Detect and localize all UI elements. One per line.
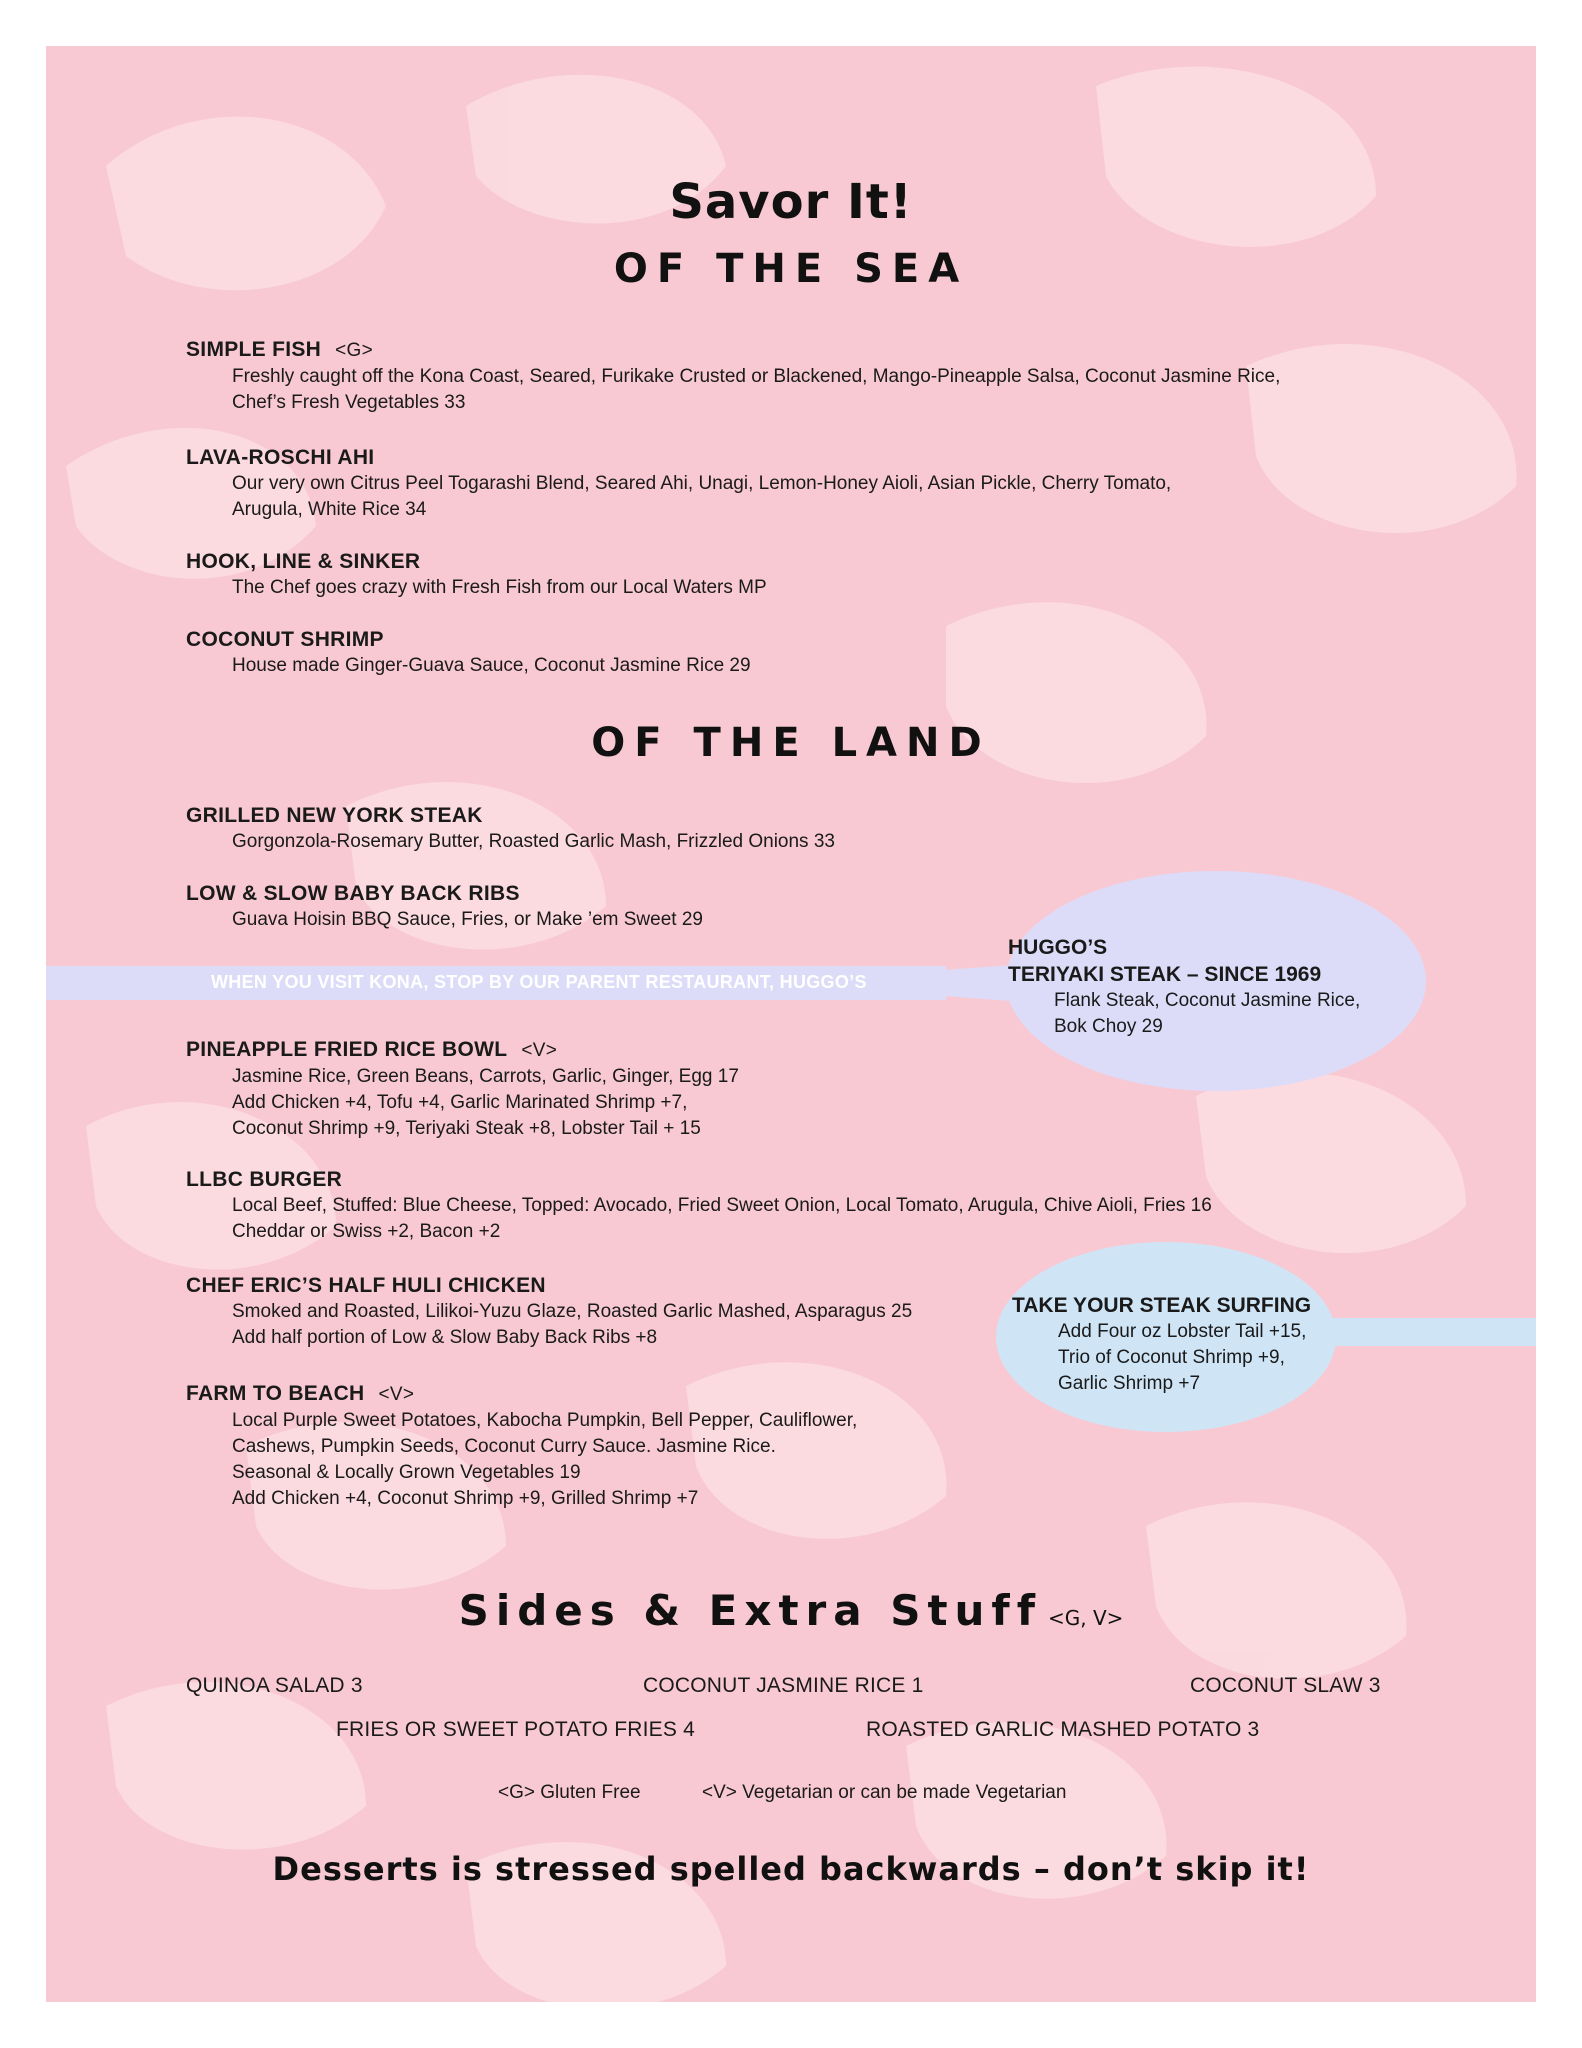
menu-item: [186, 336, 1346, 416]
promo-banner-text: WHEN YOU VISIT KONA, STOP BY OUR PARENT RESTAURANT, HUGGO’S: [211, 972, 867, 992]
item-description: Trio of Coconut Shrimp +9,: [1058, 1347, 1285, 1368]
section-heading-sea: OF THE SEA: [613, 246, 969, 292]
item-description: Flank Steak, Coconut Jasmine Rice,: [1054, 990, 1361, 1011]
item-description: Our very own Citrus Peel Togarashi Blend, Seared Ahi, Unagi, Lemon-Honey Aioli, Asian Pickle, Cherry Tomato,: [232, 473, 1172, 494]
side-item: QUINOA SALAD 3: [186, 1674, 363, 1697]
item-description: Guava Hoisin BBQ Sauce, Fries, or Make ’em Sweet 29: [232, 909, 703, 930]
diet-tag: <G>: [335, 340, 374, 361]
huggos-item: [1008, 934, 1360, 1040]
section-heading-sides: [46, 1586, 1536, 1635]
item-description: Local Purple Sweet Potatoes, Kabocha Pumpkin, Bell Pepper, Cauliflower,: [232, 1410, 858, 1431]
menu-item: [186, 548, 1346, 601]
menu-item: [186, 1380, 966, 1512]
sides-heading-text: Sides & Extra Stuff: [458, 1586, 1042, 1635]
closing-tagline: Desserts is stressed spelled backwards – don’t skip it!: [272, 1850, 1310, 1888]
item-description: Cashews, Pumpkin Seeds, Coconut Curry Sauce. Jasmine Rice.: [232, 1436, 776, 1457]
diet-tag: <G, V>: [1047, 1606, 1124, 1630]
menu-item: [186, 1036, 1346, 1142]
side-item: FRIES OR SWEET POTATO FRIES 4: [336, 1718, 695, 1741]
item-description: Freshly caught off the Kona Coast, Seared, Furikake Crusted or Blackened, Mango-Pineapple Salsa, Coconut Jasmine Rice,: [232, 366, 1281, 387]
legend-gluten-free: <G> Gluten Free: [498, 1782, 641, 1803]
item-name: GRILLED NEW YORK STEAK: [186, 804, 483, 827]
item-description: Seasonal & Locally Grown Vegetables 19: [232, 1462, 581, 1483]
item-name: LOW & SLOW BABY BACK RIBS: [186, 882, 520, 905]
item-name: HUGGO’S: [1008, 936, 1108, 959]
item-description: Gorgonzola-Rosemary Butter, Roasted Garlic Mash, Frizzled Onions 33: [232, 831, 835, 852]
side-item: COCONUT JASMINE RICE 1: [643, 1674, 924, 1697]
item-description: Add Four oz Lobster Tail +15,: [1058, 1321, 1307, 1342]
page-title: Savor It!: [669, 174, 913, 230]
item-name: HOOK, LINE & SINKER: [186, 550, 421, 573]
item-name: PINEAPPLE FRIED RICE BOWL: [186, 1038, 508, 1061]
item-description: Coconut Shrimp +9, Teriyaki Steak +8, Lobster Tail + 15: [232, 1118, 701, 1139]
item-description: Add Chicken +4, Coconut Shrimp +9, Grilled Shrimp +7: [232, 1488, 699, 1509]
item-description: Smoked and Roasted, Lilikoi-Yuzu Glaze, Roasted Garlic Mashed, Asparagus 25: [232, 1301, 913, 1322]
item-description: Jasmine Rice, Green Beans, Carrots, Garlic, Ginger, Egg 17: [232, 1066, 739, 1087]
menu-item: [186, 1272, 966, 1351]
item-name: LLBC BURGER: [186, 1168, 343, 1191]
menu-item: [186, 444, 1346, 523]
section-heading-land: OF THE LAND: [591, 720, 991, 766]
item-name: CHEF ERIC’S HALF HULI CHICKEN: [186, 1274, 546, 1297]
item-name: LAVA-ROSCHI AHI: [186, 446, 375, 469]
item-name: TAKE YOUR STEAK SURFING: [1012, 1294, 1312, 1317]
callout-bar: [1306, 1318, 1536, 1346]
item-description: Add half portion of Low & Slow Baby Back Ribs +8: [232, 1327, 658, 1348]
diet-tag: <V>: [521, 1040, 558, 1061]
item-description: Add Chicken +4, Tofu +4, Garlic Marinated Shrimp +7,: [232, 1092, 688, 1113]
item-description: Bok Choy 29: [1054, 1016, 1163, 1037]
item-description: Chef’s Fresh Vegetables 33: [232, 392, 466, 413]
item-description: The Chef goes crazy with Fresh Fish from our Local Waters MP: [232, 577, 767, 598]
side-item: ROASTED GARLIC MASHED POTATO 3: [866, 1718, 1260, 1741]
item-description: Arugula, White Rice 34: [232, 499, 427, 520]
side-item: COCONUT SLAW 3: [1190, 1674, 1381, 1697]
item-description: Cheddar or Swiss +2, Bacon +2: [232, 1221, 501, 1242]
menu-item: [186, 802, 1346, 855]
menu-page: [46, 46, 1536, 2002]
menu-item: [186, 626, 1346, 679]
item-name: FARM TO BEACH: [186, 1382, 365, 1405]
item-name: SIMPLE FISH: [186, 338, 322, 361]
item-description: Garlic Shrimp +7: [1058, 1373, 1201, 1394]
item-name: COCONUT SHRIMP: [186, 628, 384, 651]
item-description: House made Ginger-Guava Sauce, Coconut Jasmine Rice 29: [232, 655, 751, 676]
legend-vegetarian: <V> Vegetarian or can be made Vegetarian: [702, 1782, 1067, 1803]
menu-item: [186, 1166, 1346, 1245]
surfing-item: [1012, 1292, 1311, 1397]
item-name: TERIYAKI STEAK – SINCE 1969: [1008, 963, 1322, 986]
diet-tag: <V>: [378, 1384, 415, 1405]
item-description: Local Beef, Stuffed: Blue Cheese, Topped: Avocado, Fried Sweet Onion, Local Tomato, Arugula, Chive Aioli, Fries 16: [232, 1195, 1212, 1216]
